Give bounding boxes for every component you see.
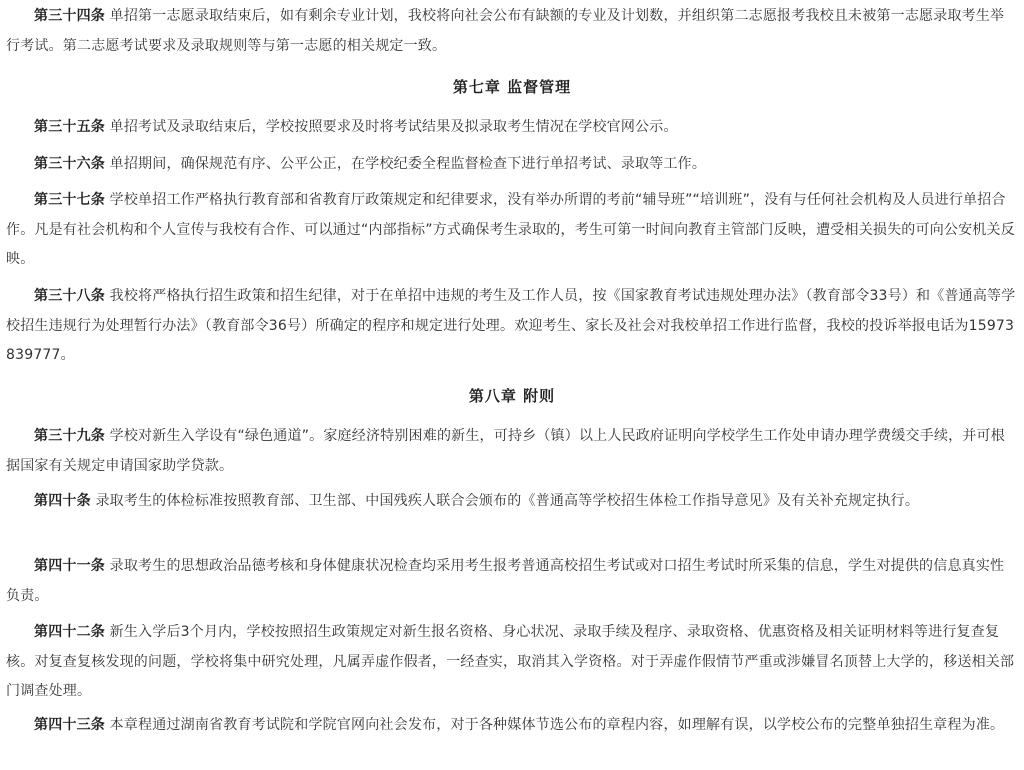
article-text: 学校单招工作严格执行教育部和省教育厅政策规定和纪律要求，没有举办所谓的考前“辅导班”“培训班”，没有与任何社会机构及人员进行单招合作。凡是有社会机构和个人宣传与我校有合作、可以通过“内部指标”方式确保考生录取的，考生可第一时间向教育主管部门反映，遭受相关损失的可向公安机关反映。 — [6, 192, 1015, 267]
article-number: 第三十八条 — [34, 288, 105, 304]
article-39 — [6, 422, 1016, 481]
article-text: 单招考试及录取结束后，学校按照要求及时将考试结果及拟录取考生情况在学校官网公示。 — [105, 119, 678, 135]
article-number: 第三十九条 — [34, 428, 105, 444]
article-38 — [6, 282, 1016, 371]
article-text: 本章程通过湖南省教育考试院和学院官网向社会发布，对于各种媒体节选公布的章程内容，如理解有误，以学校公布的完整单独招生章程为准。 — [105, 717, 1005, 733]
article-number: 第四十二条 — [34, 624, 105, 640]
article-number: 第三十七条 — [34, 192, 105, 208]
article-42 — [6, 618, 1016, 707]
article-text: 录取考生的思想政治品德考核和身体健康状况检查均采用考生报考普通高校招生考试或对口招生考试时所采集的信息，学生对提供的信息真实性负责。 — [6, 558, 1005, 604]
article-number: 第三十六条 — [34, 156, 105, 172]
article-43 — [6, 711, 1016, 741]
article-37 — [6, 186, 1016, 275]
chapter-heading-8: 第八章 附则 — [468, 387, 556, 405]
article-number: 第四十一条 — [34, 558, 105, 574]
article-text: 我校将严格执行招生政策和招生纪律，对于在单招中违规的考生及工作人员，按《国家教育考试违规处理办法》（教育部令33号）和《普通高等学校招生违规行为处理暂行办法》（教育部令36号）所确定的程序和规定进行处理。欢迎考生、家长及社会对我校单招工作进行监督，我校的投诉举报电话为15973839777。 — [6, 288, 1016, 363]
article-text: 新生入学后3个月内，学校按照招生政策规定对新生报名资格、身心状况、录取手续及程序、录取资格、优惠资格及相关证明材料等进行复查复核。对复查复核发现的问题，学校将集中研究处理，凡属弄虚作假者，一经查实，取消其入学资格。对于弄虚作假情节严重或涉嫌冒名顶替上大学的，移送相关部门调查处理。 — [6, 624, 1015, 699]
article-number: 第四十条 — [34, 493, 91, 509]
article-35 — [6, 113, 1016, 143]
article-41 — [6, 552, 1016, 611]
article-36 — [6, 150, 1016, 180]
article-40 — [6, 487, 1016, 517]
article-text: 单招第一志愿录取结束后，如有剩余专业计划，我校将向社会公布有缺额的专业及计划数，并组织第二志愿报考我校且未被第一志愿录取考生举行考试。第二志愿考试要求及录取规则等与第一志愿的相关规定一致。 — [6, 8, 1005, 54]
article-number: 第四十三条 — [34, 717, 105, 733]
article-text: 学校对新生入学设有“绿色通道”。家庭经济特别困难的新生，可持乡（镇）以上人民政府证明向学校学生工作处申请办理学费缓交手续，并可根据国家有关规定申请国家助学贷款。 — [6, 428, 1005, 474]
article-34 — [6, 2, 1016, 61]
chapter-heading-7: 第七章 监督管理 — [452, 78, 572, 96]
article-text: 单招期间，确保规范有序、公平公正，在学校纪委全程监督检查下进行单招考试、录取等工作。 — [105, 156, 707, 172]
article-number: 第三十四条 — [34, 8, 105, 24]
article-number: 第三十五条 — [34, 119, 105, 135]
article-text: 录取考生的体检标准按照教育部、卫生部、中国残疾人联合会颁布的《普通高等学校招生体检工作指导意见》及有关补充规定执行。 — [90, 493, 920, 509]
